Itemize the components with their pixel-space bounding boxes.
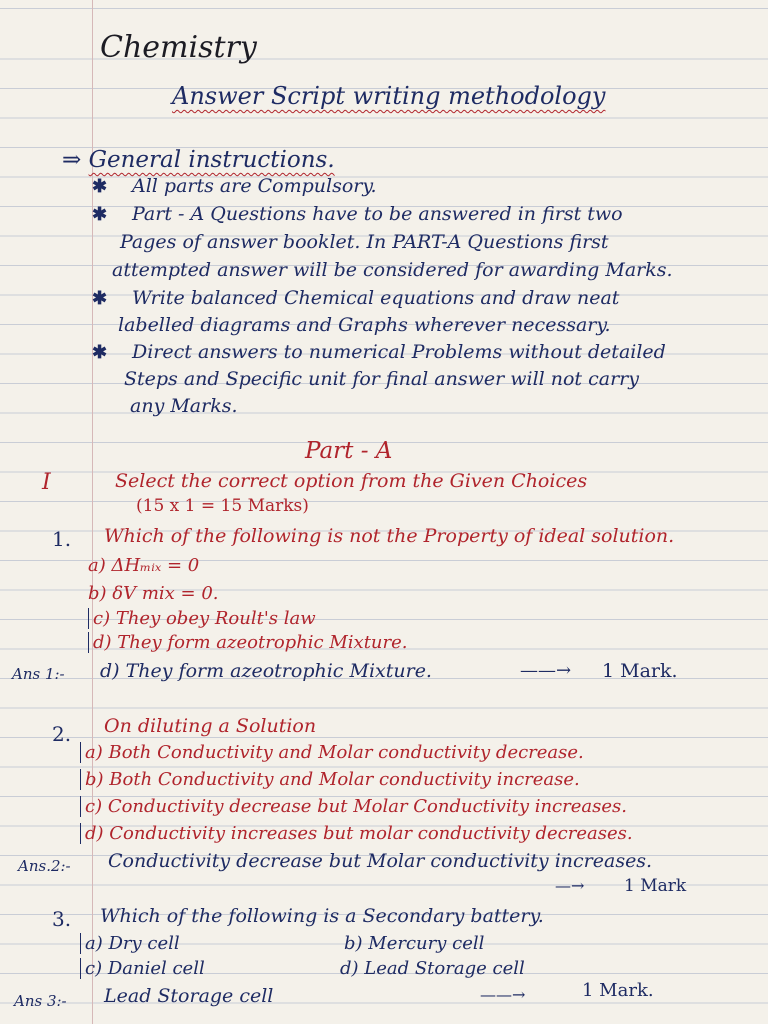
answer-mark: 1 Mark. [602, 660, 678, 682]
instruction-text: Steps and Specific unit for final answer will not carry [124, 368, 639, 390]
part-a-title: Part - A [305, 438, 393, 464]
answer-label: Ans 3:- [14, 992, 67, 1010]
asterisk-icon: ✱ [92, 204, 108, 225]
question-number: 3. [52, 907, 72, 931]
right-arrow-icon: ——→ [480, 985, 526, 1004]
question-number: 2. [52, 722, 72, 746]
asterisk-icon: ✱ [92, 176, 108, 197]
section-marks: (15 x 1 = 15 Marks) [136, 496, 309, 516]
option-c: c) They obey Roult's law [88, 608, 316, 629]
option-b: b) δV mix = 0. [88, 583, 219, 604]
instruction-item [92, 203, 623, 225]
option-d: d) Lead Storage cell [340, 958, 525, 979]
option-c: c) Conductivity decrease but Molar Conductivity increases. [80, 796, 627, 817]
option-d: d) Conductivity increases but molar conductivity decreases. [80, 823, 633, 844]
instruction-text: any Marks. [130, 395, 238, 417]
answer-mark: 1 Mark [624, 876, 687, 896]
option-b: b) Mercury cell [344, 933, 485, 954]
asterisk-icon: ✱ [92, 342, 108, 363]
asterisk-icon: ✱ [92, 288, 108, 309]
subject-title: Chemistry [100, 30, 257, 65]
option-c: c) Daniel cell [80, 958, 205, 979]
option-a: a) ΔHₘᵢₓ = 0 [88, 555, 200, 576]
double-arrow-icon: ⇒ [62, 147, 82, 173]
instruction-text: Pages of answer booklet. In PART-A Questions first [120, 231, 609, 253]
answer-text: Lead Storage cell [104, 985, 274, 1007]
answer-text: d) They form azeotrophic Mixture. [100, 660, 432, 682]
option-d: d) They form azeotrophic Mixture. [88, 632, 408, 653]
answer-label: Ans 1:- [12, 665, 65, 683]
instruction-text: All parts are Compulsory. [132, 175, 377, 197]
question-number: 1. [52, 527, 72, 551]
instruction-text: Write balanced Chemical equations and draw neat [132, 287, 620, 309]
option-a: a) Dry cell [80, 933, 180, 954]
answer-mark: 1 Mark. [582, 980, 654, 1001]
question-text: On diluting a Solution [104, 715, 317, 737]
instruction-text: attempted answer will be considered for awarding Marks. [112, 259, 673, 281]
instruction-text: Part - A Questions have to be answered in first two [132, 203, 623, 225]
instruction-item [92, 175, 377, 197]
answer-label: Ans.2:- [18, 857, 71, 875]
option-a: a) Both Conductivity and Molar conductivity decrease. [80, 742, 584, 763]
general-instructions-heading [62, 147, 335, 173]
question-text: Which of the following is not the Property of ideal solution. [104, 525, 675, 547]
right-arrow-icon: —→ [555, 876, 585, 895]
option-b: b) Both Conductivity and Molar conductivity increase. [80, 769, 580, 790]
page-heading: Answer Script writing methodology [172, 82, 606, 110]
section-number: I [42, 470, 51, 495]
answer-text: Conductivity decrease but Molar conductivity increases. [108, 850, 653, 872]
instruction-item [92, 287, 619, 309]
right-arrow-icon: ——→ [520, 660, 572, 681]
section-instruction: Select the correct option from the Given Choices [115, 470, 588, 492]
question-text: Which of the following is a Secondary battery. [100, 905, 544, 927]
instruction-item [92, 341, 666, 363]
instruction-text: Direct answers to numerical Problems without detailed [132, 341, 666, 363]
general-instructions-label: General instructions. [88, 147, 335, 173]
instruction-text: labelled diagrams and Graphs wherever necessary. [118, 314, 611, 336]
